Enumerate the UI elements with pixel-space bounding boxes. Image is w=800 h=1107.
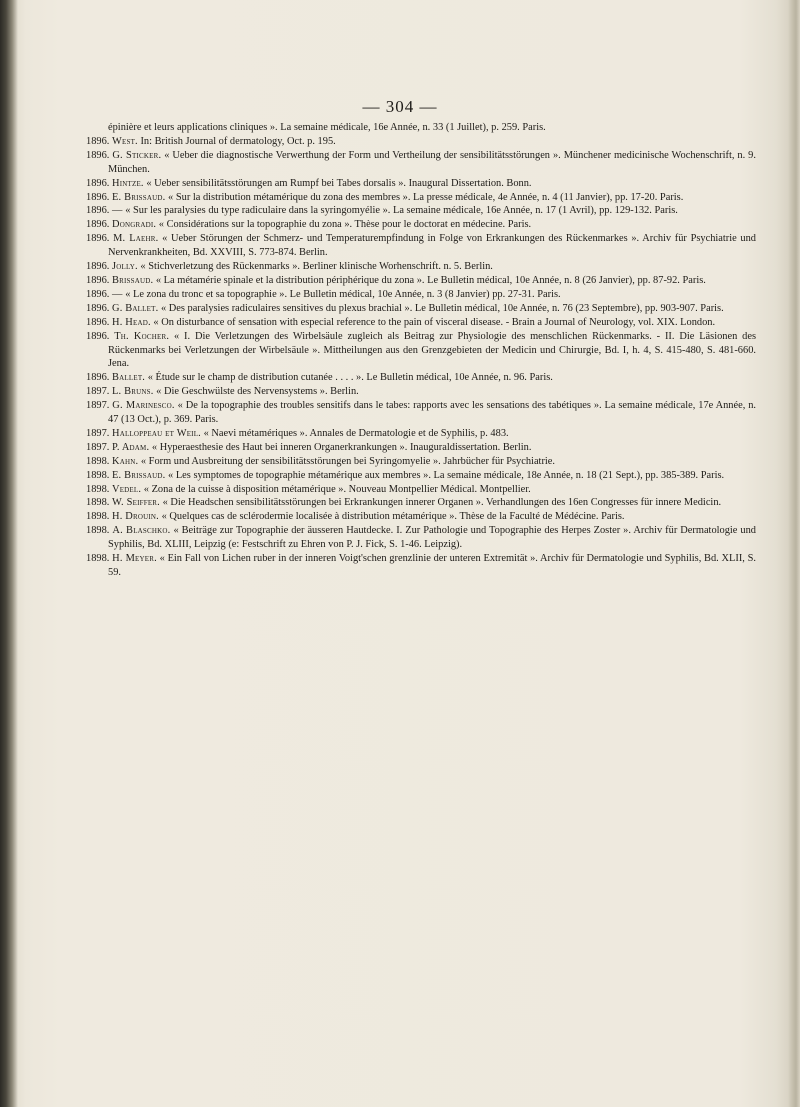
entry-year: 1896. [86,302,110,314]
entry-year: 1896. [86,372,110,384]
bibliography-entry [86,385,756,399]
entry-year: 1898. [86,553,110,565]
entry-author: Dongradi. [112,219,157,231]
entry-author: G. Sticker. [112,149,162,161]
entry-year: 1898. [86,469,110,481]
bibliography-list [86,121,756,580]
entry-year: 1896. [86,261,110,273]
entry-text: « Sur la distribution métamérique du zona des membres ». La presse médicale, 4e Année, n. 4 (11 Janvier), pp. 17-20. Paris. [168,191,684,203]
entry-year: 1898. [86,483,110,495]
entry-author: Brissaud. [112,274,154,286]
entry-author: H. Meyer. [112,553,157,565]
bibliography-entry [86,510,756,524]
entry-year: 1896. [86,149,110,161]
bibliography-entry [86,316,756,330]
entry-year: 1897. [86,427,110,439]
bibliography-entry [86,218,756,232]
entry-year: 1898. [86,455,110,467]
entry-year: 1898. [86,525,110,537]
entry-text: « Ueber die diagnostische Verwerthung der Form und Vertheilung der sensibilitätsstörungen ». Münchener medicinische Wochenschrift, n. 9. München. [108,149,756,175]
entry-author: H. Drouin. [112,511,159,523]
entry-year: 1897. [86,400,110,412]
entry-text: « Ueber Störungen der Schmerz- und Temperaturempfindung in Folge von Erkrankungen des Rückenmarkes ». Archiv für Psychiatrie und Nervenkrankheiten, Bd. XXVIII, S. 773-874. Berlin. [108,233,756,259]
entry-year: 1897. [86,441,110,453]
bibliography-entry [86,135,756,149]
entry-text: « Étude sur le champ de distribution cutanée . . . . ». Le Bulletin médical, 10e Année, n. 96. Paris. [147,372,553,384]
entry-text: « Les symptomes de topographie métamérique aux membres ». La semaine médicale, 18e Année, n. 18 (21 Sept.), pp. 385-389. Paris. [168,469,725,481]
entry-author: L. Bruns. [112,386,154,398]
entry-author: Vedel. [112,483,142,495]
entry-text: « Quelques cas de sclérodermie localisée à distribution métamérique ». Thèse de la Faculté de Médécine. Paris. [161,511,625,523]
bibliography-entry [86,288,756,302]
entry-text: « Die Geschwülste des Nervensystems ». Berlin. [156,386,359,398]
entry-author: West. [112,135,138,147]
entry-author: Hintze. [112,177,144,189]
entry-year: 1897. [86,386,110,398]
entry-year: 1896. [86,219,110,231]
entry-year: 1896. [86,288,110,300]
entry-year: 1896. [86,205,110,217]
entry-author: G. Marinesco. [112,400,175,412]
entry-author: Kahn. [112,455,139,467]
entry-year: 1896. [86,233,110,245]
entry-text: « De la topographie des troubles sensitifs dans le tabes: rapports avec les sensations des tabétiques ». La semaine médicale, 17e Année, n. 47 (13 Oct.), p. 369. Paris. [108,400,756,426]
bibliography-entry [86,232,756,260]
bibliography-entry [86,204,756,218]
bibliography-entry [86,399,756,427]
bibliography-entry [86,496,756,510]
page-edge [788,0,800,1107]
bibliography-entry [86,274,756,288]
entry-year: 1896. [86,177,110,189]
entry-text: « Considérations sur la topographie du zona ». Thèse pour le doctorat en médecine. Paris. [158,219,532,231]
entry-author: H. Head. [112,316,151,328]
entry-text: « Le zona du tronc et sa topographie ». Le Bulletin médical, 10e Année, n. 3 (8 Janvier) pp. 27-31. Paris. [125,288,561,300]
bibliography-entry [86,441,756,455]
entry-year: 1898. [86,497,110,509]
entry-author: — [112,288,123,300]
entry-year: 1896. [86,330,110,342]
entry-text: « I. Die Verletzungen des Wirbelsäule zugleich als Beitrag zur Physiologie des menschlichen Rückenmarks. - II. Die Läsionen des Rückenmarks bei Verletzungen der Wirbelsäule ». Mittheilungen aus den Grenzgebieten der Medicin und Chirurgie, Bd. I, h. 4, S. 415-480, S. 481-660. Jena. [108,330,756,370]
entry-author: A. Blaschko. [112,525,171,537]
entry-author: Th. Kocher. [114,330,170,342]
entry-text: « Die Headschen sensibilitätsstörungen bei Erkrankungen innerer Organen ». Verhandlungen des 16en Congresses für innere Medicin. [162,497,722,509]
entry-author: M. Laehr. [113,233,159,245]
entry-text: « Des paralysies radiculaires sensitives du plexus brachial ». Le Bulletin médical, 10e Année, n. 76 (23 Septembre), pp. 903-907. Paris. [161,302,724,314]
entry-text: épinière et leurs applications cliniques ». La semaine médicale, 16e Année, n. 33 (1 Juillet), p. 259. Paris. [108,122,546,133]
book-binding-shadow [0,0,18,1107]
entry-text: « Naevi métamériques ». Annales de Dermatologie et de Syphilis, p. 483. [203,427,509,439]
entry-text: « La métamérie spinale et la distribution périphérique du zona ». Le Bulletin médical, 10e Année, n. 8 (26 Janvier), pp. 87-92. Paris. [155,274,706,286]
bibliography-entry [86,191,756,205]
bibliography-entry [86,330,756,372]
entry-author: Jolly. [112,261,138,273]
bibliography-entry [86,149,756,177]
bibliography-entry [86,260,756,274]
bibliography-entry [86,427,756,441]
bibliography-entry [86,371,756,385]
entry-text: « Ein Fall von Lichen ruber in der inneren Voigt'schen grenzlinie der unteren Extremität ». Archiv für Dermatologie und Syphilis, Bd. XLII, S. 59. [108,553,756,578]
entry-text: « Zona de la cuisse à disposition métamérique ». Nouveau Montpellier Médical. Montpellier. [143,483,531,495]
entry-text: « Stichverletzung des Rückenmarks ». Berliner klinische Worhenschrift. n. 5. Berlin. [140,261,493,273]
entry-author: G. Ballet. [112,302,159,314]
bibliography-entry [86,483,756,497]
bibliography-entry [86,177,756,191]
page-number: — 304 — [362,97,438,116]
entry-text: « Beiträge zur Topographie der äusseren Hautdecke. I. Zur Pathologie und Topographie des Herpes Zoster ». Archiv für Dermatologie und Syphilis, Bd. XLIII, Leipzig (e: Festschrift zu Ehren von P. J. Fick, S. 1-46. Leipzig). [108,525,756,551]
entry-author: P. Adam. [112,441,150,453]
entry-text: « Hyperaesthesie des Haut bei inneren Organerkrankungen ». Inauguraldissertation. Berlin. [151,441,532,453]
bibliography-entry [86,121,756,135]
entry-author: W. Seiffer. [112,497,160,509]
entry-year: 1898. [86,511,110,523]
entry-year: 1896. [86,316,110,328]
entry-text: « Sur les paralysies du type radiculaire dans la syringomyélie ». La semaine médicale, 16e Année, n. 17 (1 Avril), pp. 129-132. Paris. [125,205,678,217]
bibliography-entry [86,302,756,316]
bibliography-entry [86,455,756,469]
entry-text: In: British Journal of dermatology, Oct. p. 195. [140,135,336,147]
bibliography-entry [86,524,756,552]
entry-author: E. Brissaud. [112,191,166,203]
entry-year: 1896. [86,191,110,203]
entry-text: « On disturbance of sensation with especial reference to the pain of visceral disease. - Brain a Journal of Neurology, vol. XIX. London. [153,316,716,328]
entry-year: 1896. [86,274,110,286]
entry-year: 1896. [86,135,110,147]
entry-text: « Ueber sensibilitätsstörungen am Rumpf bei Tabes dorsalis ». Inaugural Dissertation. Bonn. [146,177,532,189]
entry-text: « Form und Ausbreitung der sensibilitätsstörungen bei Syringomyelie ». Jahrbücher für Psychiatrie. [140,455,556,467]
entry-author: Halloppeau et Weil. [112,427,201,439]
bibliography-entry [86,469,756,483]
bibliography-entry [86,552,756,580]
entry-author: — [112,205,123,217]
entry-author: Ballet. [112,372,146,384]
entry-author: E. Brissaud. [112,469,166,481]
